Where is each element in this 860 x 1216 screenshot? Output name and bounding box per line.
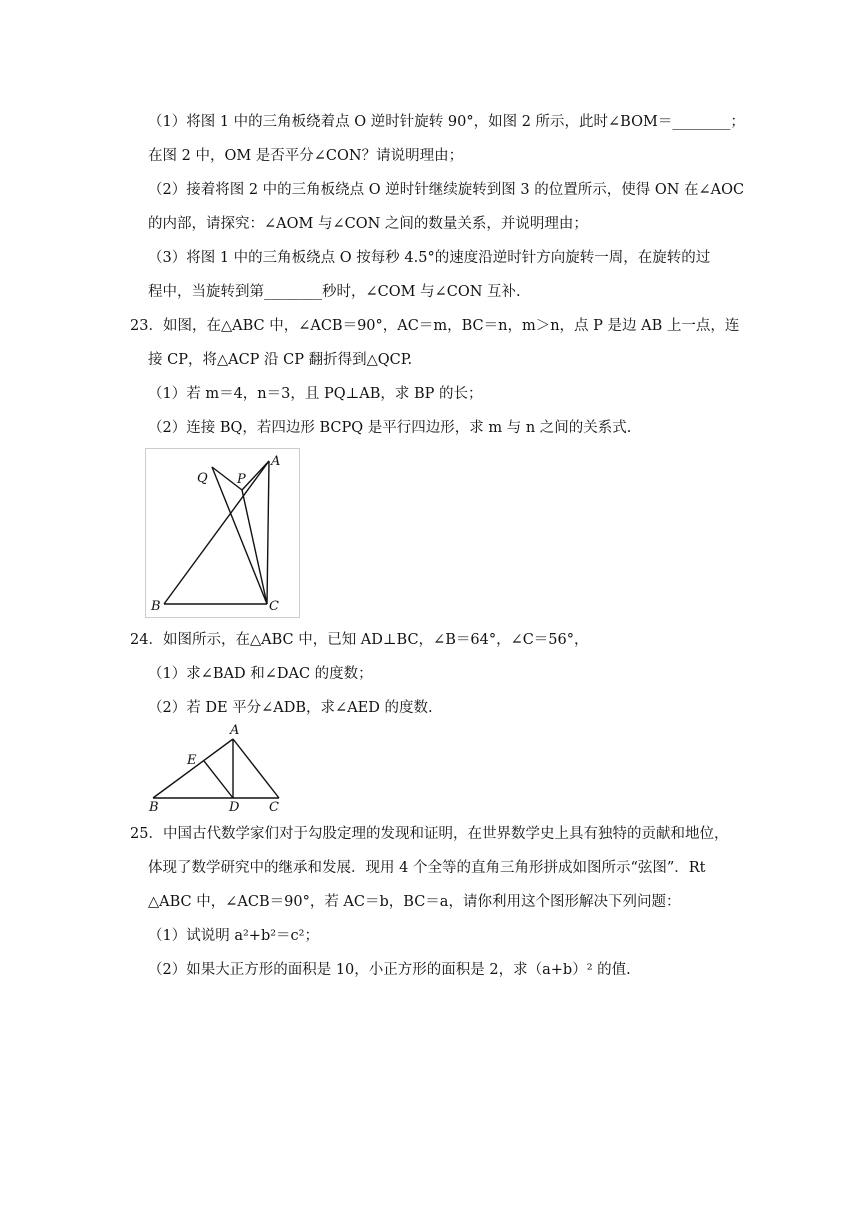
q24-label-d: D — [229, 800, 240, 814]
q25-part1: （1）试说明 a²+b²＝c²； — [148, 928, 319, 944]
q22-part1-line2: 在图 2 中，OM 是否平分∠CON？请说明理由； — [148, 148, 464, 164]
q22-part3-line2: 程中，当旋转到第________秒时，∠COM 与∠CON 互补. — [148, 284, 521, 300]
q24-label-a: A — [230, 723, 240, 738]
q24-label-c: C — [269, 800, 279, 814]
q24-part1: （1）求∠BAD 和∠DAC 的度数； — [148, 666, 373, 682]
q23-stem-line1: 23．如图，在△ABC 中，∠ACB＝90°，AC＝m，BC＝n，m＞n，点 P 是边 AB 上一点，连 — [130, 318, 740, 334]
q25-stem-line2: 体现了数学研究中的继承和发展．现用 4 个全等的直角三角形拼成如图所示“弦图”．Rt — [148, 860, 706, 876]
q24-label-e: E — [187, 753, 197, 768]
q22-part1-line1: （1）将图 1 中的三角板绕着点 O 逆时针旋转 90°，如图 2 所示，此时∠BOM＝________； — [148, 114, 745, 130]
q23-stem-line2: 接 CP，将△ACP 沿 CP 翻折得到△QCP. — [148, 352, 413, 368]
q24-stem: 24．如图所示，在△ABC 中，已知 AD⊥BC，∠B＝64°，∠C＝56°， — [130, 632, 589, 648]
q23-label-p: P — [237, 472, 246, 487]
q23-label-a: A — [271, 454, 281, 469]
q25-stem-line1: 25．中国古代数学家们对于勾股定理的发现和证明，在世界数学史上具有独特的贡献和地位， — [130, 826, 729, 842]
q23-figure — [145, 448, 300, 618]
q23-label-b: B — [151, 599, 161, 614]
q23-part1: （1）若 m＝4，n＝3，且 PQ⊥AB，求 BP 的长； — [148, 386, 483, 402]
q25-stem-line3: △ABC 中，∠ACB＝90°，若 AC＝b，BC＝a，请你利用这个图形解决下列问题： — [148, 894, 681, 910]
q24-label-b: B — [149, 800, 159, 814]
q22-part3-line1: （3）将图 1 中的三角板绕点 O 按每秒 4.5°的速度沿逆时针方向旋转一周，在旋转的过 — [148, 250, 711, 266]
q24-part2: （2）若 DE 平分∠ADB，求∠AED 的度数. — [148, 700, 433, 716]
q22-part2-line1: （2）接着将图 2 中的三角板绕点 O 逆时针继续旋转到图 3 的位置所示，使得 ON 在∠AOC — [148, 182, 745, 198]
q25-part2: （2）如果大正方形的面积是 10，小正方形的面积是 2，求（a+b）² 的值. — [148, 962, 631, 978]
q23-label-c: C — [269, 599, 279, 614]
q23-label-q: Q — [197, 471, 208, 486]
q23-part2: （2）连接 BQ，若四边形 BCPQ 是平行四边形，求 m 与 n 之间的关系式. — [148, 420, 632, 436]
q24-figure — [145, 722, 295, 814]
q22-part2-line2: 的内部，请探究：∠AOM 与∠CON 之间的数量关系，并说明理由； — [148, 216, 588, 232]
